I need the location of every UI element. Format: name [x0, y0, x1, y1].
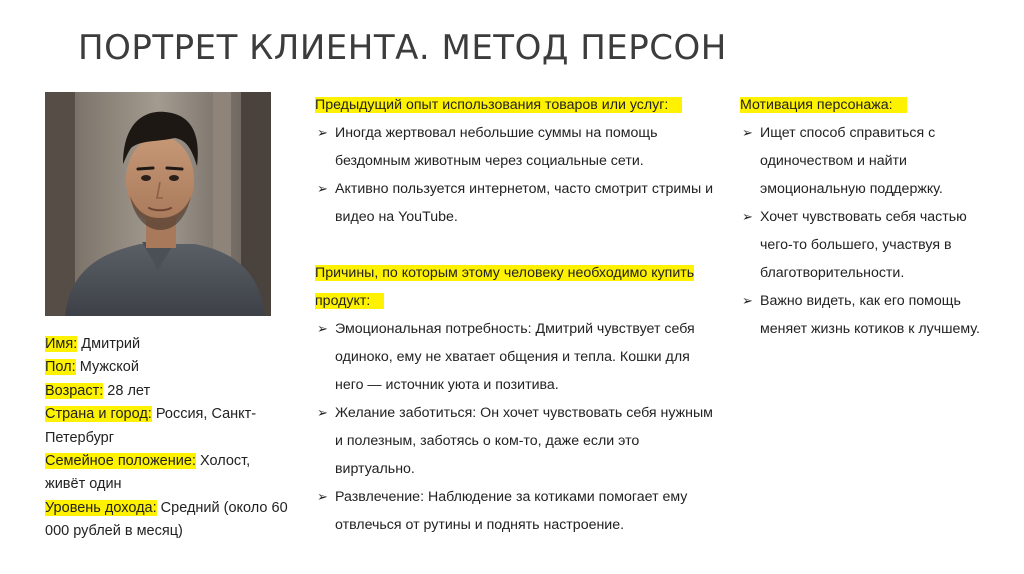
list-item: ➢ Развлечение: Наблюдение за котиками помогает ему отвлечься от рутины и поднять настроение.	[315, 483, 720, 539]
reasons-heading: Причины, по которым этому человеку необходимо купить продукт:	[315, 265, 695, 309]
name-value: Дмитрий	[77, 336, 141, 352]
family-value: Холост, живёт один	[45, 453, 251, 493]
income-label: Уровень дохода:	[45, 499, 157, 516]
family-label: Семейное положение:	[45, 453, 196, 470]
list-item: ➢ Иногда жертвовал небольшие суммы на помощь бездомным животным через социальные сети.	[315, 119, 720, 175]
reasons-list	[315, 315, 720, 539]
list-item: ➢ Эмоциональная потребность: Дмитрий чувствует себя одиноко, ему не хватает общения и тепла. Кошки для него — источник уюта и позитива.	[315, 315, 720, 399]
gender-value: Мужской	[75, 359, 139, 376]
location-value: Россия, Санкт-Петербург	[45, 406, 257, 446]
motivation-heading: Мотивация персонажа:	[740, 91, 1002, 119]
persona-photo	[45, 92, 271, 316]
gender-label: Пол:	[45, 359, 76, 376]
bullet-arrow-icon: ➢	[317, 181, 328, 196]
profile-gender	[45, 356, 290, 379]
list-item: ➢ Хочет чувствовать себя частью чего-то большего, участвуя в благотворительности.	[740, 203, 1002, 287]
bullet-arrow-icon: ➢	[317, 489, 328, 504]
bullet-arrow-icon: ➢	[317, 125, 328, 140]
list-item: ➢ Активно пользуется интернетом, часто смотрит стримы и видео на YouTube.	[315, 175, 720, 231]
location-label: Страна и город:	[45, 406, 152, 423]
experience-list	[315, 119, 720, 231]
profile-location	[45, 403, 290, 450]
right-column	[740, 91, 1002, 343]
bullet-arrow-icon: ➢	[742, 125, 753, 140]
age-value: 28 лет	[103, 382, 151, 399]
middle-column	[315, 91, 720, 539]
bullet-arrow-icon: ➢	[742, 209, 753, 224]
profile-income	[45, 497, 290, 544]
bullet-arrow-icon: ➢	[317, 405, 328, 420]
list-item: ➢ Желание заботиться: Он хочет чувствовать себя нужным и полезным, заботясь о ком-то, даже если это виртуально.	[315, 399, 720, 483]
age-label: Возраст:	[45, 382, 104, 399]
profile-name	[45, 333, 290, 356]
profile-age	[45, 380, 290, 403]
spacer	[315, 231, 720, 259]
list-item: ➢ Ищет способ справиться с одиночеством и найти эмоциональную поддержку.	[740, 119, 1002, 203]
experience-heading: Предыдущий опыт использования товаров или услуг:	[315, 91, 720, 119]
profile-family	[45, 450, 290, 497]
bullet-arrow-icon: ➢	[317, 321, 328, 336]
motivation-list	[740, 119, 1002, 343]
income-value: Средний (около 60 000 рублей в месяц)	[45, 499, 288, 540]
slide-title: ПОРТРЕТ КЛИЕНТА. МЕТОД ПЕРСОН	[78, 28, 727, 68]
list-item: ➢ Важно видеть, как его помощь меняет жизнь котиков к лучшему.	[740, 287, 1002, 343]
bullet-arrow-icon: ➢	[742, 293, 753, 308]
persona-profile	[45, 333, 290, 544]
name-label: Имя:	[45, 336, 78, 352]
